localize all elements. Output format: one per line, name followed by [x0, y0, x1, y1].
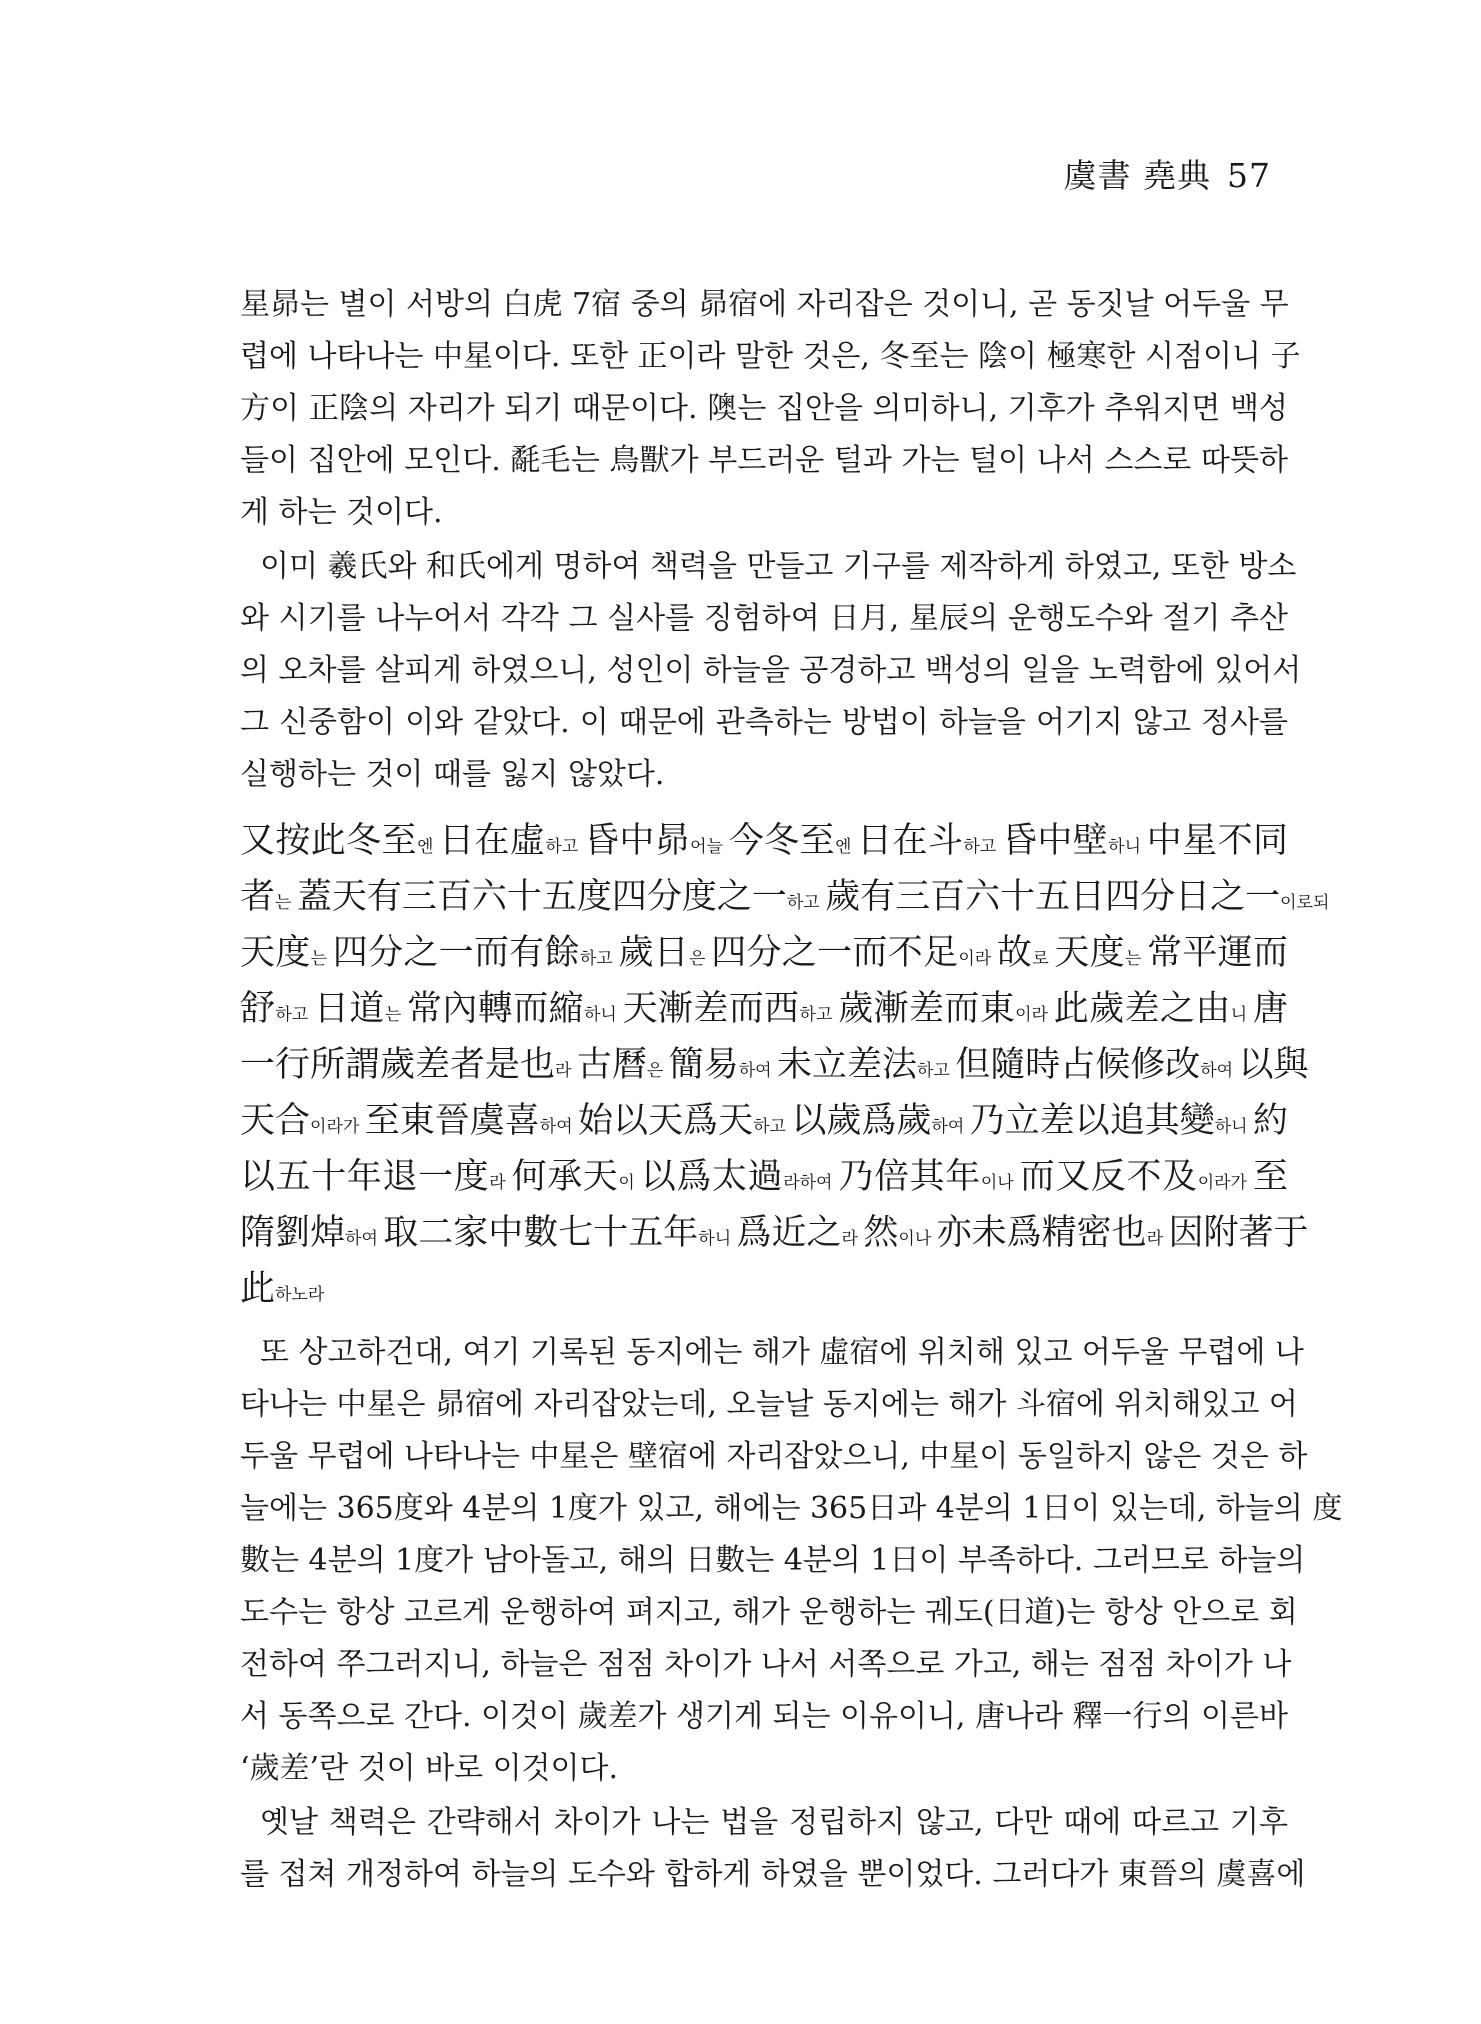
- commentary-2-line: 의 오차를 살피게 하였으니, 성인이 하늘을 공경하고 백성의 일을 노력함에 있어서: [240, 653, 1302, 688]
- hanja-segment: 而又反不及: [1019, 1157, 1198, 1197]
- hanja-segment: 爲近之: [736, 1213, 842, 1253]
- korean-particle: 는: [1124, 949, 1148, 969]
- hanja-segment: 一行所謂歲差者是也: [240, 1045, 556, 1085]
- hanja-segment: 日在斗: [857, 821, 964, 861]
- korean-particle: 하여: [931, 1117, 970, 1137]
- korean-particle: 이나: [980, 1173, 1020, 1193]
- hanja-segment: 乃倍其年: [838, 1157, 981, 1197]
- classical-text-line: [240, 1264, 1288, 1318]
- hanja-segment: 此歲差之由: [1053, 989, 1231, 1029]
- translation-1-line: 또 상고하건대, 여기 기록된 동지에는 해가 虛宿에 위치해 있고 어두울 무렵에 나: [260, 1335, 1304, 1370]
- korean-particle: 하여: [539, 1117, 579, 1137]
- hanja-segment: 昏中壁: [1001, 821, 1109, 861]
- hanja-segment: 但隨時占候修改: [955, 1045, 1201, 1085]
- korean-particle: 이: [618, 1173, 641, 1193]
- hanja-segment: 故: [996, 933, 1033, 973]
- korean-particle: 하여: [345, 1229, 384, 1249]
- korean-particle: 로: [1032, 949, 1055, 969]
- classical-text-line: [240, 816, 1288, 870]
- korean-particle: 이라가: [1197, 1173, 1253, 1193]
- hanja-segment: 昏中昴: [583, 821, 691, 861]
- hanja-segment: 何承天: [511, 1157, 619, 1197]
- korean-particle: 라: [489, 1173, 512, 1193]
- korean-particle: 엔: [834, 837, 858, 857]
- hanja-segment: 以五十年退一度: [240, 1157, 490, 1197]
- korean-particle: 하고: [579, 949, 619, 969]
- korean-particle: 하고: [799, 1005, 839, 1025]
- korean-particle: 는: [310, 949, 333, 969]
- hanja-segment: 此: [240, 1269, 276, 1309]
- hanja-segment: 天合: [240, 1101, 311, 1141]
- book-title: 虞書 堯典: [1063, 156, 1211, 195]
- commentary-2-line: 실행하는 것이 때를 잃지 않았다.: [240, 757, 665, 792]
- korean-particle: 어늘: [690, 837, 729, 857]
- hanja-segment: 未立差法: [776, 1045, 917, 1085]
- korean-particle: 이라: [1015, 1005, 1054, 1025]
- hanja-segment: 因附著于: [1168, 1213, 1309, 1253]
- korean-particle: 이로되: [1280, 893, 1330, 913]
- korean-particle: 하니: [1214, 1117, 1253, 1137]
- korean-particle: 하고: [786, 893, 826, 913]
- hanja-segment: 四分之一而不足: [711, 933, 959, 973]
- korean-particle: 라: [1146, 1229, 1169, 1249]
- korean-particle: 라하여: [783, 1173, 839, 1193]
- korean-particle: 이라: [958, 949, 997, 969]
- hanja-segment: 以爲太過: [640, 1157, 784, 1197]
- hanja-segment: 至: [1252, 1157, 1288, 1197]
- translation-1-line: 서 동쪽으로 간다. 이것이 歲差가 생기게 되는 이유이니, 唐나라 釋一行의 이른바: [240, 1699, 1288, 1734]
- hanja-segment: 又按此冬至: [240, 821, 417, 861]
- commentary-2-line: 그 신중함이 이와 같았다. 이 때문에 관측하는 방법이 하늘을 어기지 않고 정사를: [240, 705, 1288, 740]
- running-header: [1064, 150, 1272, 197]
- korean-particle: 하니: [583, 1005, 623, 1025]
- hanja-segment: 歲有三百六十五日四分日之一: [825, 877, 1281, 917]
- commentary-1-line: 게 하는 것이다.: [240, 495, 443, 530]
- korean-particle: 하여: [1200, 1061, 1239, 1081]
- hanja-segment: 天度: [1054, 933, 1125, 973]
- hanja-segment: 四分之一而有餘: [332, 933, 580, 973]
- commentary-1-line: 렵에 나타나는 中星이다. 또한 正이라 말한 것은, 冬至는 陰이 極寒한 시점이니 子: [240, 339, 1301, 374]
- hanja-segment: 古曆: [576, 1045, 647, 1085]
- korean-particle: 하고: [753, 1117, 792, 1137]
- korean-particle: 은: [646, 1061, 669, 1081]
- classical-text-line: [240, 928, 1288, 982]
- korean-particle: 하여: [738, 1061, 777, 1081]
- korean-particle: 라: [555, 1061, 577, 1081]
- korean-particle: 하고: [916, 1061, 956, 1081]
- hanja-segment: 亦未爲精密也: [936, 1213, 1147, 1253]
- classical-text-line: [240, 872, 1330, 926]
- commentary-2-line: 와 시기를 나누어서 각각 그 실사를 징험하여 日月, 星辰의 운행도수와 절기 추산: [240, 601, 1288, 636]
- hanja-segment: 日道: [314, 989, 385, 1029]
- hanja-segment: 舒: [240, 989, 276, 1029]
- hanja-segment: 始以天爲天: [578, 1101, 754, 1141]
- hanja-segment: 常內轉而縮: [407, 989, 584, 1029]
- commentary-2-line: 이미 羲氏와 和氏에게 명하여 책력을 만들고 기구를 제작하게 하였고, 또한 방소: [260, 549, 1297, 584]
- classical-text-line: [240, 1208, 1309, 1262]
- korean-particle: 하니: [698, 1229, 737, 1249]
- page-number: 57: [1227, 156, 1271, 195]
- korean-particle: 는: [384, 1005, 408, 1025]
- korean-particle: 라: [841, 1229, 864, 1249]
- korean-particle: 엔: [416, 837, 440, 857]
- hanja-segment: 天漸差而西: [622, 989, 800, 1029]
- korean-particle: 하노라: [275, 1285, 325, 1305]
- korean-particle: 이나: [898, 1229, 937, 1249]
- translation-1-line: 도수는 항상 고르게 운행하여 펴지고, 해가 운행하는 궤도(日道)는 항상 안으로 회: [240, 1595, 1298, 1630]
- korean-particle: 은: [689, 949, 712, 969]
- hanja-segment: 乃立差以追其變: [969, 1101, 1215, 1141]
- hanja-segment: 唐: [1252, 989, 1288, 1029]
- hanja-segment: 取二家中數七十五年: [383, 1213, 699, 1253]
- hanja-segment: 然: [863, 1213, 899, 1253]
- translation-1-line: 전하여 쭈그러지니, 하늘은 점점 차이가 나서 서쪽으로 가고, 해는 점점 차이가 나: [240, 1647, 1292, 1682]
- translation-1-line: 두울 무렵에 나타나는 中星은 壁宿에 자리잡았으니, 中星이 동일하지 않은 것은 하: [240, 1439, 1308, 1474]
- hanja-segment: 以與: [1238, 1045, 1309, 1085]
- hanja-segment: 常平運而: [1147, 933, 1288, 973]
- hanja-segment: 日在虛: [439, 821, 546, 861]
- korean-particle: 하고: [275, 1005, 315, 1025]
- commentary-1-line: 들이 집안에 모인다. 氄毛는 鳥獸가 부드러운 털과 가는 털이 나서 스스로 따뜻하: [240, 443, 1288, 478]
- hanja-segment: 隋劉焯: [240, 1213, 346, 1253]
- translation-1-line: 數는 4분의 1度가 남아돌고, 해의 日數는 4분의 1日이 부족하다. 그러므로 하늘의: [240, 1543, 1306, 1578]
- hanja-segment: 以歲爲歲: [791, 1101, 932, 1141]
- commentary-1-line: 星昴는 별이 서방의 白虎 7宿 중의 昴宿에 자리잡은 것이니, 곧 동짓날 어두울 무: [240, 287, 1289, 322]
- korean-particle: 하니: [1108, 837, 1147, 857]
- hanja-segment: 歲漸差而東: [838, 989, 1016, 1029]
- hanja-segment: 至東晉虞喜: [364, 1101, 540, 1141]
- korean-particle: 니: [1230, 1005, 1253, 1025]
- korean-particle: 는: [275, 893, 297, 913]
- hanja-segment: 中星不同: [1146, 821, 1288, 861]
- commentary-1-line: 方이 正陰의 자리가 되기 때문이다. 隩는 집안을 의미하니, 기후가 추워지면 백성: [240, 391, 1288, 426]
- hanja-segment: 天度: [240, 933, 311, 973]
- korean-particle: 이라가: [310, 1117, 365, 1137]
- translation-1-line: ‘歲差’란 것이 바로 이것이다.: [240, 1751, 619, 1786]
- korean-particle: 하고: [545, 837, 584, 857]
- classical-text-line: [240, 984, 1288, 1038]
- hanja-segment: 簡易: [668, 1045, 739, 1085]
- translation-2-line: 를 접쳐 개정하여 하늘의 도수와 합하게 하였을 뿐이었다. 그러다가 東晉의 虞喜에: [240, 1857, 1306, 1892]
- translation-1-line: 늘에는 365度와 4분의 1度가 있고, 해에는 365日과 4분의 1日이 있는데, 하늘의 度: [240, 1491, 1343, 1526]
- translation-2-line: 옛날 책력은 간략해서 차이가 나는 법을 정립하지 않고, 다만 때에 따르고 기후: [260, 1805, 1288, 1840]
- hanja-segment: 約: [1252, 1101, 1288, 1141]
- classical-text-line: [240, 1152, 1288, 1206]
- classical-text-line: [240, 1040, 1309, 1094]
- translation-1-line: 타나는 中星은 昴宿에 자리잡았는데, 오늘날 동지에는 해가 斗宿에 위치해있고 어: [240, 1387, 1298, 1422]
- hanja-segment: 今冬至: [728, 821, 835, 861]
- hanja-segment: 歲日: [618, 933, 690, 973]
- hanja-segment: 蓋天有三百六十五度四分度之一: [296, 877, 787, 917]
- classical-text-line: [240, 1096, 1288, 1150]
- hanja-segment: 者: [240, 877, 276, 917]
- korean-particle: 하고: [963, 837, 1002, 857]
